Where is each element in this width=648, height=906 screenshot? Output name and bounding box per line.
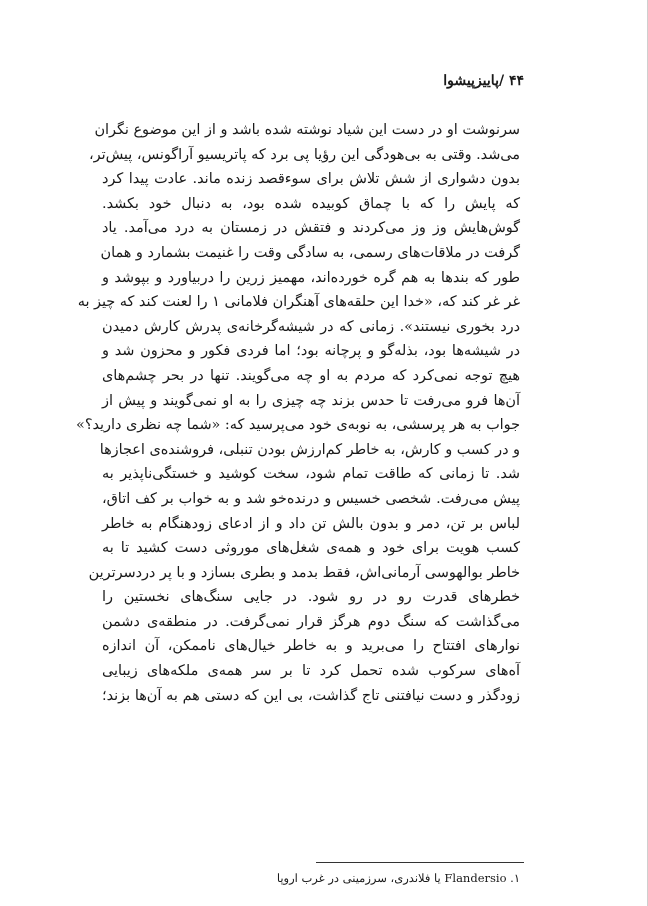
text-line: خاطر بوالهوسی آرمانی‌اش، فقط بدمد و بطری بسازد و با پر دردسرترین xyxy=(88,564,520,581)
text-line: غر غر کند که، «خدا این حلقه‌های آهنگران فلامانی ۱ را لعنت کند که چیز به xyxy=(77,294,520,311)
text-line: گوش‌هایش وز وز می‌کردند و فتقش در زمستان به درد می‌آمد. یاد xyxy=(102,220,520,237)
text-line: گرفت در ملاقات‌های رسمی، به سادگی وقت را غنیمت بشمارد و همان xyxy=(100,244,520,261)
text-line: نوارهای افتتاح را می‌برید و به خاطر خیال‌های ناممکن، آن اندازه xyxy=(102,638,520,655)
text-line: زودگذر و دست نیافتنی تاج گذاشت، بی این که دستی هم به آن‌ها بزند؛ xyxy=(102,687,520,704)
text-line: درد بخوری نیستند». زمانی که در شیشه‌گرخانه‌ی پدرش کارش دمیدن xyxy=(102,318,520,335)
text-line: جواب به هر پرسشی، به نوبه‌ی خود می‌پرسید که: «شما چه نظری دارید؟» xyxy=(76,417,520,434)
text-line: لباس بر تن، دمر و بدون بالش تن داد و از ادعای زودهنگام به خاطر xyxy=(102,515,520,532)
text-line: آه‌های سرکوب شده تحمل کرد تا بر سر همه‌ی ملکه‌های زیبایی xyxy=(102,663,520,680)
page-header: ۴۴ /پاییزپیشوا xyxy=(443,73,524,89)
text-line: و در کسب و کارش، به خاطر کم‌ارزش بودن تنبلی، فروشنده‌ی اعجازها xyxy=(99,441,520,458)
text-line: که پایش را که با چماق کوبیده شده بود، به دنبال خود بکشد. xyxy=(102,195,520,212)
text-line: بدون دشواری از شش تلاش برای سوءقصد زنده ماند. عادت پیدا کرد xyxy=(102,171,520,188)
body-text xyxy=(76,118,520,708)
text-line: در شیشه‌ها بود، بذله‌گو و پرچانه بود؛ اما فردی فکور و محزون شد و xyxy=(102,343,520,360)
text-line: می‌شد. وقتی به بی‌هودگی این رؤیا پی برد که پاتریسیو آراگونس، پیش‌تر، xyxy=(88,146,520,163)
text-line: خطرهای قدرت رو در رو شود. در جایی سنگ‌های نخستین را xyxy=(102,589,520,606)
text-line: شد. تا زمانی که طاقت تمام شود، سخت کوشید و خستگی‌ناپذیر به xyxy=(102,466,520,483)
text-line: طور که بندها به هم گره خورده‌اند، مهمیز زرین را دربیاورد و بپوشد و xyxy=(102,269,520,286)
text-line: می‌گذاشت که سنگ دوم هرگز قرار نمی‌گرفت. در منطقه‌ی دشمن xyxy=(102,613,520,630)
footnote: ۱. Flandersio یا فلاندری، سرزمینی در غرب اروپا xyxy=(276,871,520,885)
text-line: سرنوشت او در دست این شیاد نوشته شده باشد و از این موضوع نگران xyxy=(94,122,520,138)
text-line: هیچ توجه نمی‌کرد که مردم به او چه می‌گویند. تنها در بحر چشم‌های xyxy=(102,367,520,384)
text-line: کسب هویت برای خود و همه‌ی شغل‌های موروثی دست کشید تا به xyxy=(102,540,520,557)
text-line: آن‌ها فرو می‌رفت تا حدس بزند چه چیزی را به او نمی‌گویند و پیش از xyxy=(102,392,520,409)
footnote-divider xyxy=(316,862,524,863)
text-line: پیش می‌رفت. شخصی خسیس و درنده‌خو شد و به خواب بر کف اتاق، xyxy=(102,490,520,507)
